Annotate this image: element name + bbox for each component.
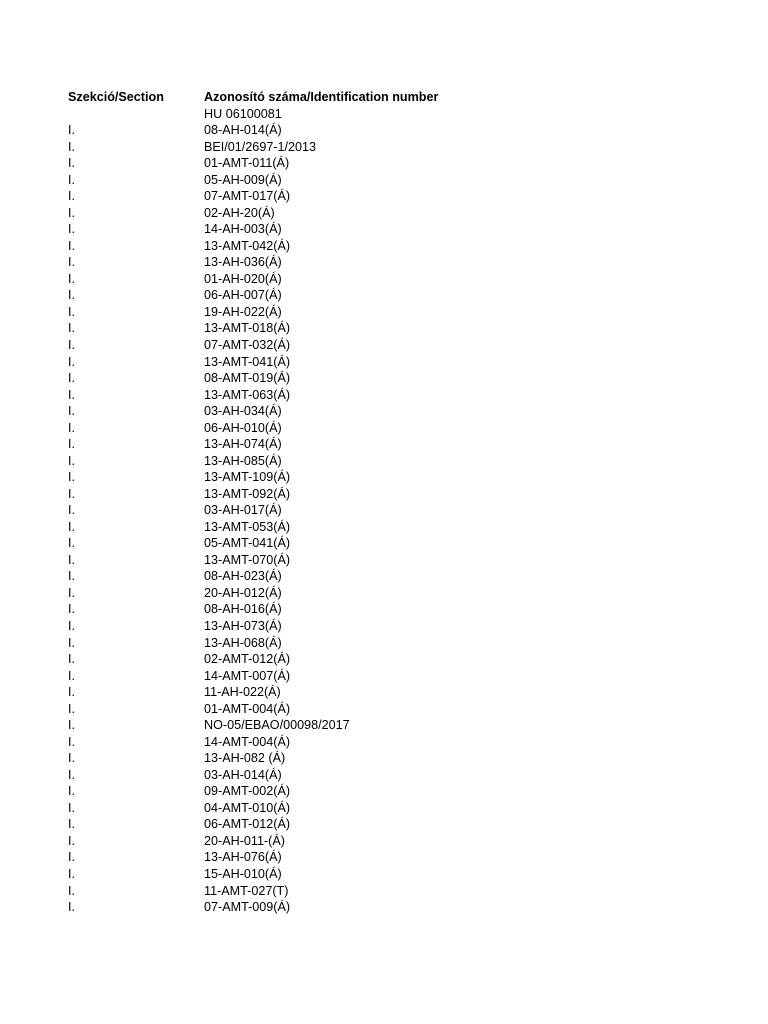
identification-number-cell: 13-AMT-053(Á) (204, 519, 291, 534)
identification-number-cell: 01-AMT-011(Á) (204, 156, 290, 171)
table-row (68, 883, 708, 900)
identification-number-cell: 14-AH-003(Á) (204, 222, 282, 237)
section-cell: I. (68, 619, 75, 633)
table-row (68, 304, 708, 321)
section-cell: I. (68, 900, 75, 915)
section-cell: I. (68, 139, 75, 154)
section-cell: I. (68, 800, 75, 815)
identification-number-cell: 15-AH-010(Á) (204, 866, 282, 881)
table-row (68, 254, 708, 271)
table-row (68, 849, 708, 866)
identification-number-cell: 07-AMT-009(Á) (204, 900, 291, 915)
identification-number-cell: 11-AH-022(Á) (204, 685, 281, 700)
table-row (68, 271, 708, 288)
section-cell: I. (68, 387, 75, 402)
identification-number-cell: 13-AMT-042(Á) (204, 238, 291, 253)
section-cell: I. (68, 453, 75, 468)
identification-number-cell: 01-AMT-004(Á) (204, 701, 291, 716)
table-row (68, 734, 708, 751)
identification-number-cell: 13-AH-082 (Á) (204, 751, 286, 766)
table-row (68, 354, 708, 371)
section-cell: I. (68, 503, 75, 518)
table-row (68, 833, 708, 850)
table-body (68, 106, 708, 916)
table-row (68, 684, 708, 701)
section-cell: I. (68, 304, 75, 319)
section-cell: I. (68, 172, 75, 187)
table-row (68, 585, 708, 602)
table-row (68, 188, 708, 205)
section-cell: I. (68, 354, 75, 369)
table-row (68, 899, 708, 916)
section-cell: I. (68, 222, 75, 237)
section-cell: I. (68, 420, 75, 435)
document-table (68, 89, 708, 916)
identification-number-cell: 11-AMT-027(T) (204, 883, 289, 898)
section-cell: I. (68, 585, 75, 600)
section-cell: I. (68, 701, 75, 716)
section-column-header: Szekció/Section (68, 90, 164, 104)
section-cell: I. (68, 850, 75, 865)
identification-number-cell: 20-AH-012(Á) (204, 585, 282, 600)
table-row (68, 486, 708, 503)
section-cell: I. (68, 536, 75, 551)
table-row (68, 469, 708, 486)
table-row (68, 172, 708, 189)
identification-number-cell: 14-AMT-004(Á) (204, 734, 291, 749)
section-cell: I. (68, 569, 75, 584)
section-cell: I. (68, 602, 75, 617)
identification-number-cell: 08-AMT-019(Á) (204, 371, 291, 386)
table-row (68, 519, 708, 536)
section-cell: I. (68, 635, 75, 650)
identification-number-cell: 01-AH-020(Á) (204, 271, 282, 286)
identification-number-cell: 13-AMT-018(Á) (204, 321, 291, 336)
table-row (68, 420, 708, 437)
identification-number-cell: 14-AMT-007(Á) (204, 668, 291, 683)
section-cell: I. (68, 685, 75, 700)
identification-number-cell: 09-AMT-002(Á) (204, 784, 291, 799)
identification-number-cell: 06-AH-010(Á) (204, 420, 282, 435)
identification-number-cell: 05-AMT-041(Á) (204, 536, 291, 551)
section-cell: I. (68, 767, 75, 782)
identification-number-cell: 04-AMT-010(Á) (204, 800, 291, 815)
identification-number-cell: 13-AH-068(Á) (204, 635, 282, 650)
identification-number-cell: 13-AMT-109(Á) (204, 470, 291, 485)
identification-number-cell: 03-AH-014(Á) (204, 767, 282, 782)
section-cell: I. (68, 866, 75, 881)
identification-number-cell: 07-AMT-032(Á) (204, 337, 291, 352)
table-row (68, 668, 708, 685)
table-row (68, 651, 708, 668)
table-row (68, 783, 708, 800)
section-cell: I. (68, 734, 75, 749)
section-cell: I. (68, 123, 75, 138)
section-cell: I. (68, 156, 75, 171)
identification-number-cell: NO-05/EBAO/00098/2017 (204, 718, 350, 733)
section-cell: I. (68, 271, 75, 286)
table-row (68, 535, 708, 552)
identification-number-cell: 05-AH-009(Á) (204, 172, 282, 187)
table-row (68, 800, 708, 817)
section-cell: I. (68, 751, 75, 766)
table-row (68, 287, 708, 304)
table-row (68, 816, 708, 833)
section-cell: I. (68, 552, 75, 567)
table-row (68, 221, 708, 238)
identification-number-cell: 02-AMT-012(Á) (204, 652, 291, 667)
table-row (68, 866, 708, 883)
section-cell: I. (68, 404, 75, 419)
section-cell: I. (68, 833, 75, 848)
identification-number-cell: 07-AMT-017(Á) (204, 189, 291, 204)
table-row (68, 403, 708, 420)
section-cell: I. (68, 784, 75, 799)
table-row (68, 337, 708, 354)
identification-number-cell: 06-AMT-012(Á) (204, 817, 291, 832)
section-cell: I. (68, 470, 75, 485)
table-row (68, 453, 708, 470)
section-cell: I. (68, 288, 75, 303)
section-cell: I. (68, 321, 75, 336)
section-cell: I. (68, 238, 75, 253)
section-cell: I. (68, 718, 75, 733)
section-cell: I. (68, 519, 75, 534)
section-cell: I. (68, 437, 75, 452)
section-cell: I. (68, 205, 75, 220)
table-row (68, 717, 708, 734)
table-row (68, 106, 708, 123)
table-row (68, 618, 708, 635)
table-row (68, 238, 708, 255)
identification-number-cell: 20-AH-011-(Á) (204, 833, 285, 848)
identification-number-cell: 13-AMT-092(Á) (204, 486, 291, 501)
table-header-row (68, 89, 708, 106)
identification-number-cell: 08-AH-016(Á) (204, 602, 282, 617)
identification-number-cell: 08-AH-023(Á) (204, 569, 282, 584)
identification-number-cell: 02-AH-20(Á) (204, 205, 275, 220)
identification-number-cell: 08-AH-014(Á) (204, 123, 282, 138)
identification-number-cell: 13-AH-085(Á) (204, 453, 282, 468)
table-row (68, 205, 708, 222)
identification-number-cell: 13-AH-036(Á) (204, 255, 282, 270)
identification-number-cell: BEI/01/2697-1/2013 (204, 139, 317, 154)
table-row (68, 767, 708, 784)
identification-column-header: Azonosító száma/Identification number (204, 90, 439, 104)
section-cell: I. (68, 486, 75, 501)
identification-number-cell: 13-AH-076(Á) (204, 850, 282, 865)
table-row (68, 370, 708, 387)
table-row (68, 502, 708, 519)
section-cell (68, 106, 204, 123)
section-cell: I. (68, 668, 75, 683)
identification-number-cell: 03-AH-034(Á) (204, 404, 282, 419)
identification-number-cell: 13-AMT-070(Á) (204, 552, 291, 567)
table-row (68, 436, 708, 453)
table-row (68, 635, 708, 652)
table-row (68, 568, 708, 585)
table-row (68, 139, 708, 156)
section-cell: I. (68, 817, 75, 832)
table-row (68, 552, 708, 569)
identification-number-cell: 03-AH-017(Á) (204, 503, 282, 518)
table-row (68, 601, 708, 618)
identification-number-cell: 13-AH-073(Á) (204, 619, 282, 633)
identification-number-cell: 13-AH-074(Á) (204, 437, 282, 452)
identification-number-cell: 13-AMT-063(Á) (204, 387, 291, 402)
section-cell: I. (68, 883, 75, 898)
identification-number-cell: HU 06100081 (204, 106, 282, 121)
table-row (68, 701, 708, 718)
section-cell: I. (68, 371, 75, 386)
section-cell: I. (68, 652, 75, 667)
identification-number-cell: 13-AMT-041(Á) (204, 354, 291, 369)
section-cell: I. (68, 189, 75, 204)
identification-number-cell: 19-AH-022(Á) (204, 304, 282, 319)
table-row (68, 122, 708, 139)
table-row (68, 320, 708, 337)
table-row (68, 387, 708, 404)
table-row (68, 155, 708, 172)
identification-number-cell: 06-AH-007(Á) (204, 288, 282, 303)
section-cell: I. (68, 337, 75, 352)
table-row (68, 750, 708, 767)
section-cell: I. (68, 255, 75, 270)
